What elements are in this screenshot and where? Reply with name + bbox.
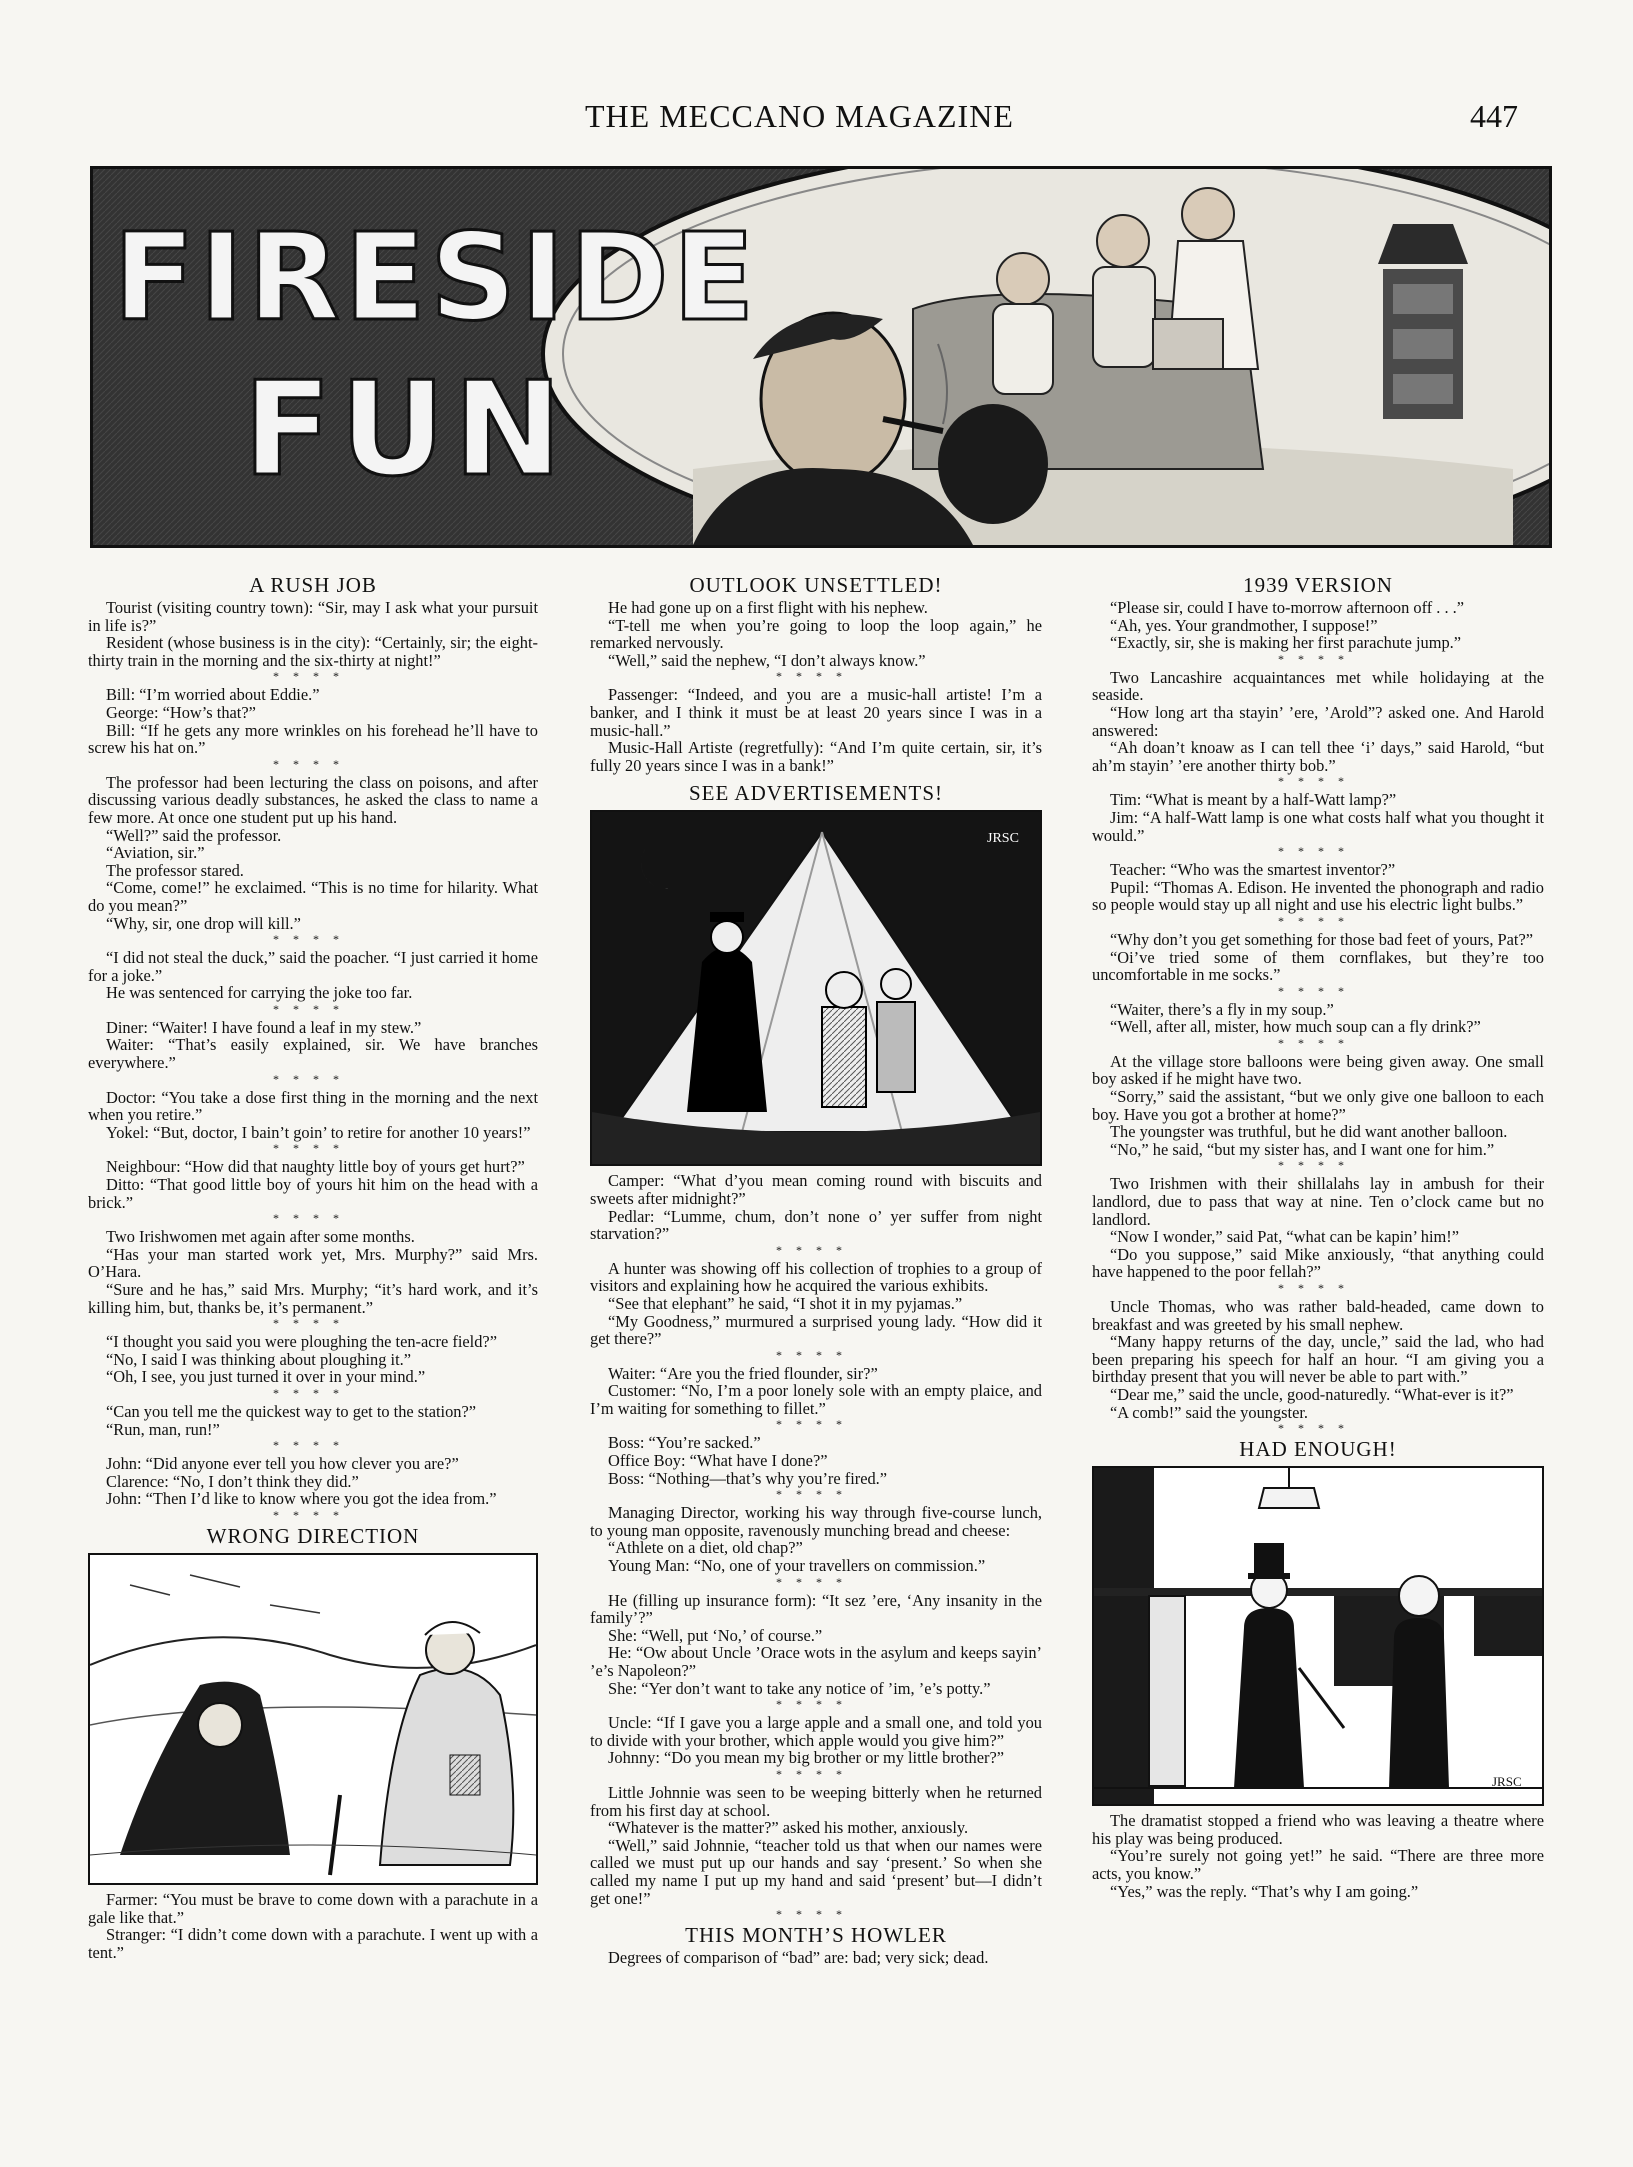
- joke-line: “My Goodness,” murmured a surprised young lady. “How did it get there?”: [590, 1311, 1042, 1349]
- joke-line: “Why don’t you get something for those bad feet of yours, Pat?”: [1110, 929, 1534, 949]
- joke-line: A hunter was showing off his collection of trophies to a group of visitors and explaining how he acquired the various exhibits.: [590, 1258, 1042, 1296]
- cartoon-caption: Farmer: “You must be brave to come down with a parachute in a gale like that.”: [88, 1889, 538, 1927]
- cartoon-caption: “You’re surely not going yet!” he said. “There are three more acts, you know.”: [1092, 1846, 1544, 1883]
- joke-line: Yokel: “But, doctor, I bain’t goin’ to retire for another 10 years!”: [106, 1122, 531, 1142]
- joke-line: Waiter: “That’s easily explained, sir. We have branches everywhere.”: [88, 1035, 538, 1073]
- joke-line: Two Irishwomen met again after some months.: [106, 1227, 415, 1247]
- joke-line: Bill: “If he gets any more wrinkles on his forehead he’ll have to screw his hat on.”: [88, 720, 538, 758]
- separator-asterisks: ****: [1278, 651, 1358, 666]
- joke-line: “I did not steal the duck,” said the poacher. “I just carried it home for a joke.”: [88, 948, 538, 985]
- column-middle: [590, 574, 1042, 1967]
- separator-asterisks: ****: [776, 1347, 856, 1362]
- separator-asterisks: ****: [273, 1211, 353, 1226]
- joke-line: Customer: “No, I’m a poor lonely sole with an empty plaice, and I’m waiting for something to fillet.”: [590, 1381, 1042, 1418]
- separator-asterisks: ****: [776, 1417, 856, 1432]
- column-left: [88, 574, 538, 1961]
- joke-line: Johnny: “Do you mean my big brother or my little brother?”: [608, 1748, 1005, 1768]
- joke-line: “Come, come!” he exclaimed. “This is no time for hilarity. What do you mean?”: [88, 878, 538, 915]
- joke-line: He: “Ow about Uncle ’Orace wots in the asylum and keeps sayin’ ’e’s Napoleon?”: [590, 1643, 1042, 1680]
- separator-asterisks: ****: [776, 1574, 856, 1589]
- separator-asterisks: ****: [273, 1385, 353, 1400]
- separator-asterisks: ****: [1278, 1158, 1358, 1173]
- separator-asterisks: ****: [273, 1507, 353, 1522]
- separator-asterisks: ****: [273, 1438, 353, 1453]
- cartoon-wrong-direction: [88, 1553, 538, 1885]
- joke-line: Pupil: “Thomas A. Edison. He invented the phonograph and radio so people would stay up all night and use his electric light bulbs.”: [1092, 877, 1544, 915]
- joke-line: Bill: “I’m worried about Eddie.”: [106, 685, 320, 705]
- section-title-had-enough: HAD ENOUGH!: [1239, 1437, 1397, 1462]
- joke-line: Passenger: “Indeed, and you are a music-hall artiste! I’m a banker, and I think it must be at least 20 years since I was in a music-hall.”: [590, 685, 1042, 740]
- joke-line: Teacher: “Who was the smartest inventor?”: [1110, 860, 1396, 880]
- section-title-1939-version: 1939 VERSION: [1243, 573, 1393, 597]
- separator-asterisks: ****: [776, 669, 856, 684]
- joke-line: “Well?” said the professor.: [106, 825, 282, 845]
- joke-line: “Ah doan’t knoaw as I can tell thee ‘i’ days,” said Harold, “but ah’m stayin’ ’ere another thirty bob.”: [1092, 738, 1544, 775]
- joke-line: “Oh, I see, you just turned it over in your mind.”: [106, 1367, 426, 1387]
- joke-line: Office Boy: “What have I done?”: [608, 1451, 828, 1471]
- cartoon-see-advertisements: [590, 810, 1042, 1166]
- cartoon-had-enough: [1092, 1466, 1544, 1806]
- separator-asterisks: ****: [273, 756, 353, 771]
- fireside-fun-banner: [90, 166, 1552, 548]
- joke-line: He was sentenced for carrying the joke too far.: [106, 983, 413, 1003]
- joke-line: Two Irishmen with their shillalahs lay in ambush for their landlord, due to pass that way at nine. Ten o’clock came but no landlord.: [1092, 1174, 1544, 1229]
- joke-line: Boss: “You’re sacked.”: [608, 1433, 761, 1453]
- cartoon-caption: Stranger: “I didn’t come down with a parachute. I went up with a tent.”: [88, 1925, 538, 1962]
- joke-line: The professor had been lecturing the class on poisons, and after discussing various deadly substances, he asked the class to name a few more. At once one student put up his hand.: [88, 772, 538, 827]
- joke-line: Diner: “Waiter! I have found a leaf in my stew.”: [106, 1017, 422, 1037]
- joke-line: Jim: “A half-Watt lamp is one what costs half what you thought it would.”: [1092, 807, 1544, 845]
- joke-line: “No, I said I was thinking about ploughing it.”: [106, 1349, 412, 1369]
- joke-line: “No,” he said, “but my sister has, and I want one for him.”: [1110, 1139, 1495, 1159]
- joke-line: “See that elephant” he said, “I shot it in my pyjamas.”: [608, 1293, 963, 1313]
- joke-line: Resident (whose business is in the city): “Certainly, sir; the eight-thirty train in the morning and the six-thirty at night!”: [88, 633, 538, 670]
- joke-line: Young Man: “No, one of your travellers on commission.”: [608, 1556, 986, 1576]
- joke-line: “Dear me,” said the uncle, good-naturedly. “What-ever is it?”: [1110, 1384, 1514, 1404]
- joke-line: “Well,” said Johnnie, “teacher told us that when our names were called we must put up our hands and say ‘present.’ So when she called my name I put up my hand and said ‘present’ but—I didn’t get one!”: [590, 1835, 1042, 1908]
- page-number: 447: [1470, 98, 1518, 134]
- separator-asterisks: ****: [1278, 913, 1358, 928]
- joke-line: “T-tell me when you’re going to loop the loop again,” he remarked nervously.: [590, 615, 1042, 653]
- joke-line: “Sure and he has,” said Mrs. Murphy; “it’s hard work, and it’s killing him, but, thanks be, it’s permanent.”: [88, 1280, 538, 1317]
- separator-asterisks: ****: [1278, 983, 1358, 998]
- joke-line: “Oi’ve tried some of them cornflakes, but they’re too uncomfortable in me socks.”: [1092, 947, 1544, 985]
- joke-line: She: “Yer don’t want to take any notice of ’im, ’e’s potty.”: [608, 1678, 991, 1698]
- joke-line: “Exactly, sir, she is making her first parachute jump.”: [1110, 633, 1462, 653]
- joke-line: Uncle: “If I gave you a large apple and a small one, and told you to divide with your brother, which apple would you give him?”: [590, 1713, 1042, 1750]
- joke-line: He had gone up on a first flight with his nephew.: [608, 598, 928, 617]
- section-title-wrong-direction: WRONG DIRECTION: [206, 1523, 420, 1548]
- joke-line: “How long art tha stayin’ ’ere, ’Arold”? asked one. And Harold answered:: [1092, 702, 1544, 740]
- joke-line: He (filling up insurance form): “It sez ’ere, ‘Any insanity in the family’?”: [590, 1590, 1042, 1628]
- joke-line: “Waiter, there’s a fly in my soup.”: [1110, 999, 1334, 1019]
- separator-asterisks: ****: [273, 1316, 353, 1331]
- joke-line: Tourist (visiting country town): “Sir, may I ask what your pursuit in life is?”: [88, 598, 538, 635]
- separator-asterisks: ****: [776, 1487, 856, 1502]
- cartoon-caption: The dramatist stopped a friend who was leaving a theatre where his play was being produced.: [1092, 1811, 1544, 1848]
- page-header: [0, 98, 1633, 148]
- joke-line: “Well,” said the nephew, “I don’t always know.”: [608, 650, 926, 670]
- joke-line: John: “Did anyone ever tell you how clever you are?”: [106, 1454, 459, 1474]
- joke-line: “Has your man started work yet, Mrs. Murphy?” said Mrs. O’Hara.: [88, 1244, 538, 1282]
- joke-line: “Do you suppose,” said Mike anxiously, “that anything could have happened to the poor fellah?”: [1092, 1244, 1544, 1282]
- section-title-see-advertisements: SEE ADVERTISEMENTS!: [689, 781, 943, 806]
- separator-asterisks: ****: [273, 1071, 353, 1086]
- joke-line: Tim: “What is meant by a half-Watt lamp?”: [1110, 790, 1397, 810]
- separator-asterisks: ****: [1278, 844, 1358, 859]
- section-title-a-rush-job: A RUSH JOB: [249, 573, 377, 597]
- joke-line: Music-Hall Artiste (regretfully): “And I’m quite certain, sir, it’s fully 20 years since I was in a bank!”: [590, 738, 1042, 775]
- magazine-title: THE MECCANO MAGAZINE: [585, 98, 1014, 134]
- separator-asterisks: ****: [1278, 1281, 1358, 1295]
- joke-line: “Many happy returns of the day, uncle,” said the lad, who had been preparing his speech for half an hour. “I am giving you a birthday present that you will never be able to part with.”: [1092, 1332, 1544, 1387]
- joke-line: “Whatever is the matter?” asked his mother, anxiously.: [608, 1818, 969, 1838]
- joke-line: Doctor: “You take a dose first thing in the morning and the next when you retire.”: [88, 1087, 538, 1125]
- joke-line: Uncle Thomas, who was rather bald-headed, came down to breakfast and was greeted by his small nephew.: [1092, 1297, 1544, 1334]
- separator-asterisks: ****: [273, 1141, 353, 1156]
- separator-asterisks: ****: [1278, 1035, 1358, 1050]
- cartoon-caption: “Yes,” was the reply. “That’s why I am going.”: [1110, 1881, 1419, 1901]
- separator-asterisks: ****: [776, 1697, 856, 1712]
- artist-signature: JRSC: [987, 831, 1019, 847]
- joke-line: “Athlete on a diet, old chap?”: [608, 1538, 803, 1558]
- joke-line: “A comb!” said the youngster.: [1110, 1402, 1309, 1422]
- joke-line: John: “Then I’d like to know where you got the idea from.”: [106, 1489, 497, 1509]
- separator-asterisks: ****: [1278, 1421, 1358, 1436]
- joke-line: Clarence: “No, I don’t think they did.”: [106, 1471, 359, 1491]
- joke-line: “I thought you said you were ploughing the ten-acre field?”: [106, 1332, 497, 1352]
- joke-line: “Please sir, could I have to-morrow afternoon off . . .”: [1110, 598, 1465, 617]
- joke-line: “Aviation, sir.”: [106, 843, 205, 863]
- banner-title-line1: FIRESIDE: [113, 209, 759, 348]
- separator-asterisks: ****: [776, 1766, 856, 1781]
- joke-line: Boss: “Nothing—that’s why you’re fired.”: [608, 1468, 888, 1488]
- separator-asterisks: ****: [1278, 774, 1358, 789]
- joke-line: At the village store balloons were being given away. One small boy asked if he might have two.: [1092, 1051, 1544, 1089]
- joke-line: George: “How’s that?”: [106, 702, 256, 722]
- joke-line: “Ah, yes. Your grandmother, I suppose!”: [1110, 615, 1378, 635]
- artist-signature: JRSC: [1492, 1774, 1522, 1790]
- column-right: [1092, 574, 1544, 1900]
- joke-line: Little Johnnie was seen to be weeping bitterly when he returned from his first day at school.: [590, 1782, 1042, 1820]
- joke-line: She: “Well, put ‘No,’ of course.”: [608, 1625, 823, 1645]
- joke-line: “Well, after all, mister, how much soup can a fly drink?”: [1110, 1017, 1481, 1037]
- joke-line: Two Lancashire acquaintances met while holidaying at the seaside.: [1092, 667, 1544, 705]
- joke-line: “Why, sir, one drop will kill.”: [106, 913, 301, 933]
- joke-line: “Now I wonder,” said Pat, “what can be kapin’ him!”: [1110, 1227, 1460, 1247]
- joke-line: Managing Director, working his way through five-course lunch, to young man opposite, ravenously munching bread and cheese:: [590, 1503, 1042, 1540]
- cartoon-caption: Camper: “What d’you mean coming round with biscuits and sweets after midnight?”: [590, 1171, 1042, 1208]
- separator-asterisks: ****: [776, 1907, 856, 1922]
- separator-asterisks: ****: [776, 1242, 856, 1257]
- joke-line: “Can you tell me the quickest way to get to the station?”: [106, 1401, 477, 1421]
- joke-line: The youngster was truthful, but he did want another balloon.: [1110, 1122, 1508, 1142]
- joke-line: Ditto: “That good little boy of yours hit him on the head with a brick.”: [88, 1175, 538, 1212]
- joke-line: “Run, man, run!”: [106, 1419, 220, 1439]
- section-title-outlook-unsettled: OUTLOOK UNSETTLED!: [689, 573, 943, 597]
- banner-illustration: [93, 169, 1549, 545]
- separator-asterisks: ****: [273, 669, 353, 684]
- banner-title-line2: FUN: [243, 353, 571, 505]
- howler-text: Degrees of comparison of “bad” are: bad; very sick; dead.: [608, 1948, 989, 1968]
- cartoon-caption: Pedlar: “Lumme, chum, don’t none o’ yer suffer from night starvation?”: [590, 1206, 1042, 1244]
- joke-line: Waiter: “Are you the fried flounder, sir?”: [608, 1363, 878, 1383]
- separator-asterisks: ****: [273, 932, 353, 947]
- joke-line: Neighbour: “How did that naughty little boy of yours get hurt?”: [106, 1157, 525, 1177]
- joke-line: The professor stared.: [106, 860, 244, 880]
- section-title-this-months-howler: THIS MONTH’S HOWLER: [685, 1923, 947, 1948]
- separator-asterisks: ****: [273, 1001, 353, 1016]
- joke-line: “Sorry,” said the assistant, “but we only give one balloon to each boy. Have you got a brother at home?”: [1092, 1087, 1544, 1124]
